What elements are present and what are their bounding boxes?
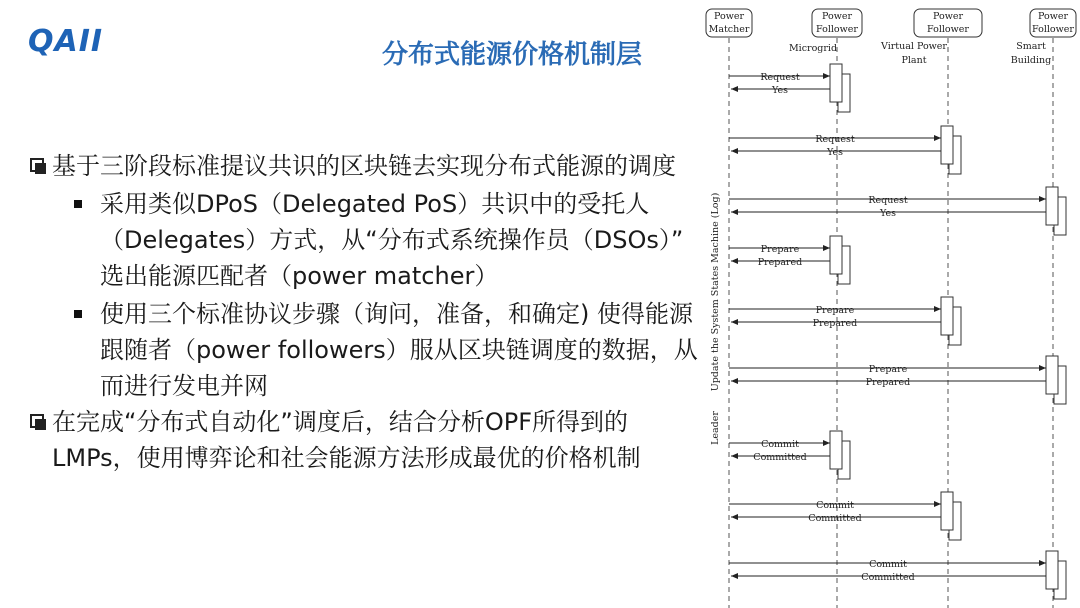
sequence-diagram xyxy=(700,4,1078,608)
message-label: Prepare xyxy=(868,364,908,375)
checkbox-bullet-icon xyxy=(30,158,44,172)
actor-power-matcher xyxy=(706,9,752,37)
message-label: Commit xyxy=(761,439,799,450)
actor-label: Power xyxy=(821,11,853,22)
checkbox-bullet-icon xyxy=(30,414,44,428)
sub-bullet-text: 采用类似DPoS（Delegated PoS）共识中的受托人（Delegates）方式，从“分布式系统操作员（DSOs）” 选出能源匹配者（power matcher） xyxy=(100,190,684,290)
activation-box xyxy=(830,64,850,112)
actor-label: Power xyxy=(713,11,745,22)
message-label: Prepare xyxy=(760,244,800,255)
message-label: Yes xyxy=(880,208,896,219)
square-bullet-icon xyxy=(74,200,82,208)
bullet-content xyxy=(30,148,710,478)
log-side-label: Update the System States Machine (Log) xyxy=(710,192,721,392)
actor-label: Follower xyxy=(927,24,969,35)
message-label: Committed xyxy=(808,513,862,524)
message-label: Prepared xyxy=(865,377,911,388)
lifelines xyxy=(729,38,1053,608)
bullet-item xyxy=(30,404,710,476)
activation-box xyxy=(830,236,850,284)
sub-bullet-item xyxy=(30,186,710,294)
message-label: Committed xyxy=(861,572,915,583)
leader-side-label: Leader xyxy=(710,411,721,445)
actor-label: Matcher xyxy=(708,24,750,35)
activation-box xyxy=(941,126,961,174)
actor-caption: Virtual Power xyxy=(881,41,947,52)
message-label: Request xyxy=(868,195,908,206)
actor-caption: Building xyxy=(1010,55,1052,66)
page-title: 分布式能源价格机制层 xyxy=(382,40,643,70)
message-label: Yes xyxy=(772,85,788,96)
message-label: Yes xyxy=(827,147,843,158)
actor-microgrid-follower xyxy=(789,9,862,54)
bullet-text: 基于三阶段标准提议共识的区块链去实现分布式能源的调度 xyxy=(52,152,676,180)
message-label: Prepare xyxy=(815,305,855,316)
activation-box xyxy=(1046,551,1066,599)
actor-label: Follower xyxy=(816,24,858,35)
actor-label: Power xyxy=(932,11,964,22)
message-label: Request xyxy=(760,72,800,83)
sub-bullet-text: 使用三个标准协议步骤（询问，准备，和确定) 使得能源跟随者（power followers）服从区块链调度的数据，从而进行发电并网 xyxy=(100,300,698,400)
message-label: Committed xyxy=(753,452,807,463)
activation-box xyxy=(941,492,961,540)
actor-caption: Smart xyxy=(1016,41,1046,52)
activation-box xyxy=(1046,187,1066,235)
activation-box xyxy=(830,431,850,479)
bullet-item xyxy=(30,148,710,184)
sub-bullet-item xyxy=(30,296,710,404)
message-label: Prepared xyxy=(757,257,803,268)
actor-caption: Plant xyxy=(901,55,927,66)
bullet-text: 在完成“分布式自动化”调度后，结合分析OPF所得到的LMPs，使用博弈论和社会能源方法形成最优的价格机制 xyxy=(52,408,641,472)
actor-label: Power xyxy=(1037,11,1069,22)
activation-box xyxy=(1046,356,1066,404)
square-bullet-icon xyxy=(74,310,82,318)
activation-box xyxy=(941,297,961,345)
message-label: Commit xyxy=(869,559,907,570)
actor-building-follower xyxy=(1011,9,1076,66)
company-logo: QAII xyxy=(28,24,104,59)
actor-label: Follower xyxy=(1032,24,1074,35)
actor-caption: Microgrid xyxy=(788,43,838,54)
message-label: Request xyxy=(815,134,855,145)
message-label: Prepared xyxy=(812,318,858,329)
actor-vpp-follower xyxy=(880,9,982,66)
message-label: Commit xyxy=(816,500,854,511)
